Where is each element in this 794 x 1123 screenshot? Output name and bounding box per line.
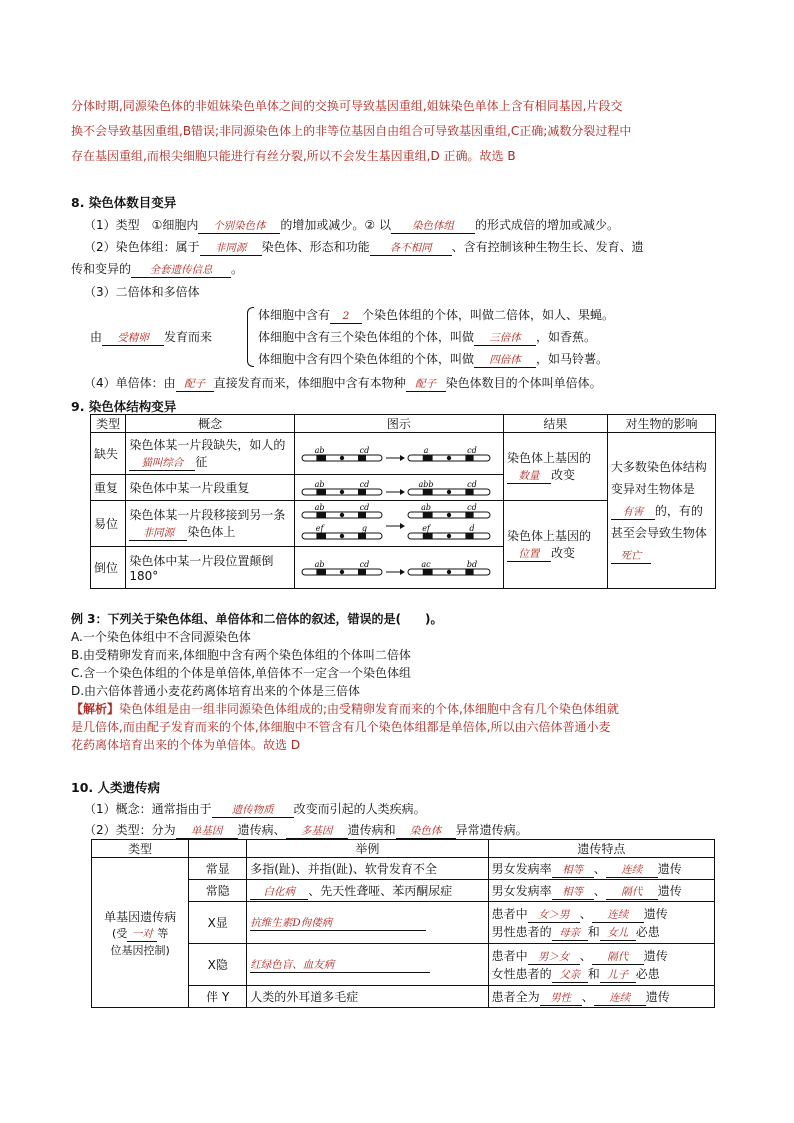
section-8-title: 8. 染色体数目变异 [71,195,177,210]
example-ad: 多指(趾)、并指(趾)、软骨发育不全 [247,858,488,880]
blank-answer: 连续 [594,991,646,1006]
type-inversion: 倒位 [91,547,126,589]
single-gene-group: 单基因遗传病 (受 一对 等 位基因控制) [92,858,189,1008]
blank-answer: 四倍体 [474,353,536,368]
blank-answer: 相等 [552,885,594,900]
blank-answer: 位置 [507,547,551,562]
th-concept: 概念 [126,415,295,433]
blank-answer: 2 [330,309,362,324]
svg-del-band [423,455,433,461]
tra-centromere [340,533,344,537]
svg-del-centromere [447,455,451,459]
tra-gene-label: cd [467,502,477,512]
blank-answer: 白化病 [250,885,308,900]
example-ar: 白化病 、先天性聋哑、苯丙酮尿症 [247,880,488,902]
tra-arrow-head [400,523,405,529]
feature-ar: 男女发病率 相等 、 隔代 遗传 [488,880,714,902]
svg-inv-centromere [447,569,451,573]
brace [247,307,254,367]
tra-gene-label: g [361,523,367,533]
answer-text-line: 存在基因重组,而根尖细胞只能进行有丝分裂,所以不会发生基因重组,D 正确。故选 B [71,149,516,163]
example-xd [247,902,488,944]
feature-ad: 男女发病率 相等 、 连续 遗传 [488,858,714,880]
blank-answer: 受精卵 [102,331,164,346]
th-type: 类型 [91,415,126,433]
result-position: 染色体上基因的位置 改变 [503,501,607,589]
svg-del-gene-label: ab [314,445,325,455]
tra-gene-label: d [469,523,475,533]
svg-dup-band [423,489,433,495]
svg-dup-band [465,489,473,495]
inversion-diagram [298,553,494,583]
svg-dup-gene-label: abb [418,479,434,489]
blank-answer: 染色体组 [391,219,475,234]
tra-band [358,512,366,518]
tra-centromere [447,512,451,516]
analysis-line-1: 【解析】染色体组是由一组非同源染色体组成的;由受精卵发育而来的个体,体细胞中含有几个染色体组就 [71,702,619,716]
blank-answer: 多基因 [286,824,348,839]
genetic-disease-table [91,839,715,1008]
s8-line-1: （1）类型 ①细胞内 个别染色体 的增加或减少。② 以 染色体组 的形式成倍的增加或减少。 [84,218,619,232]
analysis-line-2: 是几倍体,而由配子发育而来的个体,体细胞中不管含有几个染色体组都是单倍体,所以由六倍体普通小麦 [71,720,611,734]
type-translocation: 易位 [91,501,126,547]
blank-answer: 男性 [540,991,582,1006]
example-xr [247,944,488,986]
svg-inv-gene-label: bd [466,559,478,569]
svg-inv-band [358,569,366,575]
diploid-line: 体细胞中含有 2 个染色体组的个体，叫做二倍体，如人、果蝇。 [258,308,615,322]
blank-answer: 单基因 [176,824,238,839]
type-duplication: 重复 [91,475,126,501]
svg-del-gene-label: cd [359,445,370,455]
blank-answer: 一对 [127,927,157,942]
th-diagram: 图示 [294,415,503,433]
section-9-title: 9. 染色体结构变异 [71,399,177,414]
blank-answer: 染色体 [396,824,456,839]
duplication-diagram [298,477,494,499]
blank-answer: 父亲 [552,968,588,983]
concept-deletion: 染色体某一片段缺失，如人的猫叫综合 征 [126,433,295,475]
example-3-question: 例 3：下列关于染色体组、单倍体和二倍体的叙述，错误的是( )。 [71,612,443,626]
s8-line-3: 传和变异的 全套遗传信息 。 [71,262,244,276]
s8-line-4: （3）二倍体和多倍体 [84,285,200,299]
svg-dup-gene-label: cd [467,479,477,489]
blank-answer: 全套遗传信息 [131,263,231,278]
example-yl: 人类的外耳道多毛症 [247,986,488,1008]
section-10-title: 10. 人类遗传病 [71,780,160,795]
s10-line-1: （1）概念：通常指由于 遗传物质 改变而引起的人类疾病。 [84,802,426,816]
svg-dup-centromere [447,489,451,493]
concept-duplication: 染色体中某一片段重复 [126,475,295,501]
type-deletion: 缺失 [91,433,126,475]
svg-del-band [316,455,326,461]
blank-answer: 隔代 [606,885,658,900]
triploid-line: 体细胞中含有三个染色体组的个体，叫做 三倍体 ，如香蕉。 [258,330,597,344]
blank-answer: 红绿色盲、血友病 [250,958,430,973]
s10-line-2: （2）类型：分为 单基因 遗传病、 多基因 遗传病和 染色体 异常遗传病。 [84,823,528,837]
blank-answer: 相等 [552,863,594,878]
tra-band [465,512,473,518]
diagram-translocation [294,501,503,547]
tra-gene-label: ab [421,502,431,512]
th-example: 举例 [247,840,488,858]
blank-answer: 配子 [406,377,446,392]
effect-cell: 大多数染色体结构变异对生物体是有害 的，有的甚至会导致生物体死亡 [607,433,715,589]
blank-answer: 个别染色体 [198,219,280,234]
svg-dup-band [316,489,326,495]
blank-answer: 隔代 [592,950,644,965]
analysis-line-3: 花药离体培育出来的个体为单倍体。故选 D [71,738,301,752]
option-d: D.由六倍体普通小麦花药离体培育出来的个体是三倍体 [71,684,361,698]
blank-answer: 母亲 [552,926,588,941]
blank-answer: 遗传物质 [212,803,294,818]
s8-line-2: （2）染色体组：属于 非同源 染色体、形态和功能 各不相同 、含有控制该种生物生长、发育、遗 [84,240,644,254]
result-quantity: 染色体上基因的数量 改变 [503,433,607,501]
svg-dup-centromere [340,489,344,493]
th-feature: 遗传特点 [488,840,714,858]
svg-inv-gene-label: ac [421,559,431,569]
tra-band [316,512,326,518]
svg-del-gene-label: cd [467,445,477,455]
concept-translocation: 染色体某一片段移接到另一条非同源 染色体上 [126,501,295,547]
blank-answer: 配子 [176,377,214,392]
svg-inv-gene-label: cd [359,559,370,569]
svg-dup-gene-label: ab [314,479,325,489]
svg-dup-band [358,489,366,495]
tra-gene-label: cd [359,502,370,512]
tra-centromere [447,533,451,537]
blank-answer: 各不相同 [370,241,452,256]
type-xd: X显 [189,902,247,944]
blank-answer: 非同源 [129,526,187,541]
svg-dup-arrow-head [400,489,405,495]
svg-inv-band [423,569,433,575]
blank-answer: 猫叫综合 [129,456,195,471]
svg-inv-arrow-head [400,569,405,575]
tra-band [423,512,433,518]
feature-xd: 患者中 女＞男 、 连续 遗传 男性患者的 母亲 和 女儿 必患 [488,902,714,944]
tra-gene-label: ab [314,502,325,512]
blank-answer: 非同源 [200,241,262,256]
type-xr: X隐 [189,944,247,986]
type-ad: 常显 [189,858,247,880]
tra-gene-label: ef [315,523,324,533]
th-type: 类型 [92,840,189,858]
option-b: B.由受精卵发育而来,体细胞中含有两个染色体组的个体叫二倍体 [71,648,411,662]
feature-xr: 患者中 男＞女 、 隔代 遗传 女性患者的 父亲 和 儿子 必患 [488,944,714,986]
feature-yl: 患者全为 男性 、 连续 遗传 [488,986,714,1008]
tetraploid-line: 体细胞中含有四个染色体组的个体，叫做 四倍体 ，如马铃薯。 [258,352,609,366]
type-yl: 伴 Y [189,986,247,1008]
translocation-diagram [298,502,494,546]
diagram-deletion [294,433,503,475]
svg-del-band [358,455,366,461]
s8-line-haploid: （4）单倍体：由 配子 直接发育而来，体细胞中含有本物种 配子 染色体数目的个体叫单倍体。 [84,376,602,390]
diagram-duplication [294,475,503,501]
blank-answer: 有害 [611,505,655,520]
answer-text-line: 换不会导致基因重组,B错误;非同源染色体上的非等位基因自由组合可导致基因重组,C正确;减数分裂过程中 [71,124,632,138]
origin-zygote: 由 受精卵 发育而来 [90,330,213,344]
concept-inversion: 染色体中某一片段位置颠倒 180° [126,547,295,589]
svg-del-band [465,455,473,461]
tra-band [423,533,433,539]
blank-answer: 抗维生素D佝偻病 [250,916,426,931]
deletion-diagram [298,439,494,469]
svg-inv-centromere [340,569,344,573]
blank-answer: 连续 [592,908,644,923]
option-a: A.一个染色体组中不含同源染色体 [71,630,251,644]
blank-answer: 儿子 [600,968,636,983]
blank-answer: 连续 [606,863,658,878]
type-ar: 常隐 [189,880,247,902]
blank-answer: 女儿 [600,926,636,941]
blank-answer: 死亡 [611,549,651,564]
tra-band [465,533,473,539]
th-result: 结果 [503,415,607,433]
svg-inv-band [465,569,473,575]
svg-del-arrow-head [400,455,405,461]
svg-inv-band [316,569,326,575]
svg-dup-gene-label: cd [359,479,370,489]
tra-band [358,533,366,539]
tra-centromere [340,512,344,516]
svg-inv-gene-label: ab [314,559,325,569]
diagram-inversion [294,547,503,589]
blank-answer: 数量 [507,469,551,484]
option-c: C.含一个染色体组的个体是单倍体,单倍体不一定含一个染色体组 [71,666,412,680]
blank-answer: 男＞女 [528,950,580,965]
svg-del-centromere [340,455,344,459]
th-effect: 对生物的影响 [607,415,715,433]
svg-del-gene-label: a [423,445,429,455]
blank-answer: 三倍体 [474,331,536,346]
tra-gene-label: ef [422,523,430,533]
answer-text-line: 分体时期,同源染色体的非姐妹染色单体之间的交换可导致基因重组,姐妹染色单体上含有相同基因,片段交 [71,99,623,113]
tra-band [316,533,326,539]
structure-variation-table [90,414,716,589]
blank-answer: 女＞男 [528,908,580,923]
